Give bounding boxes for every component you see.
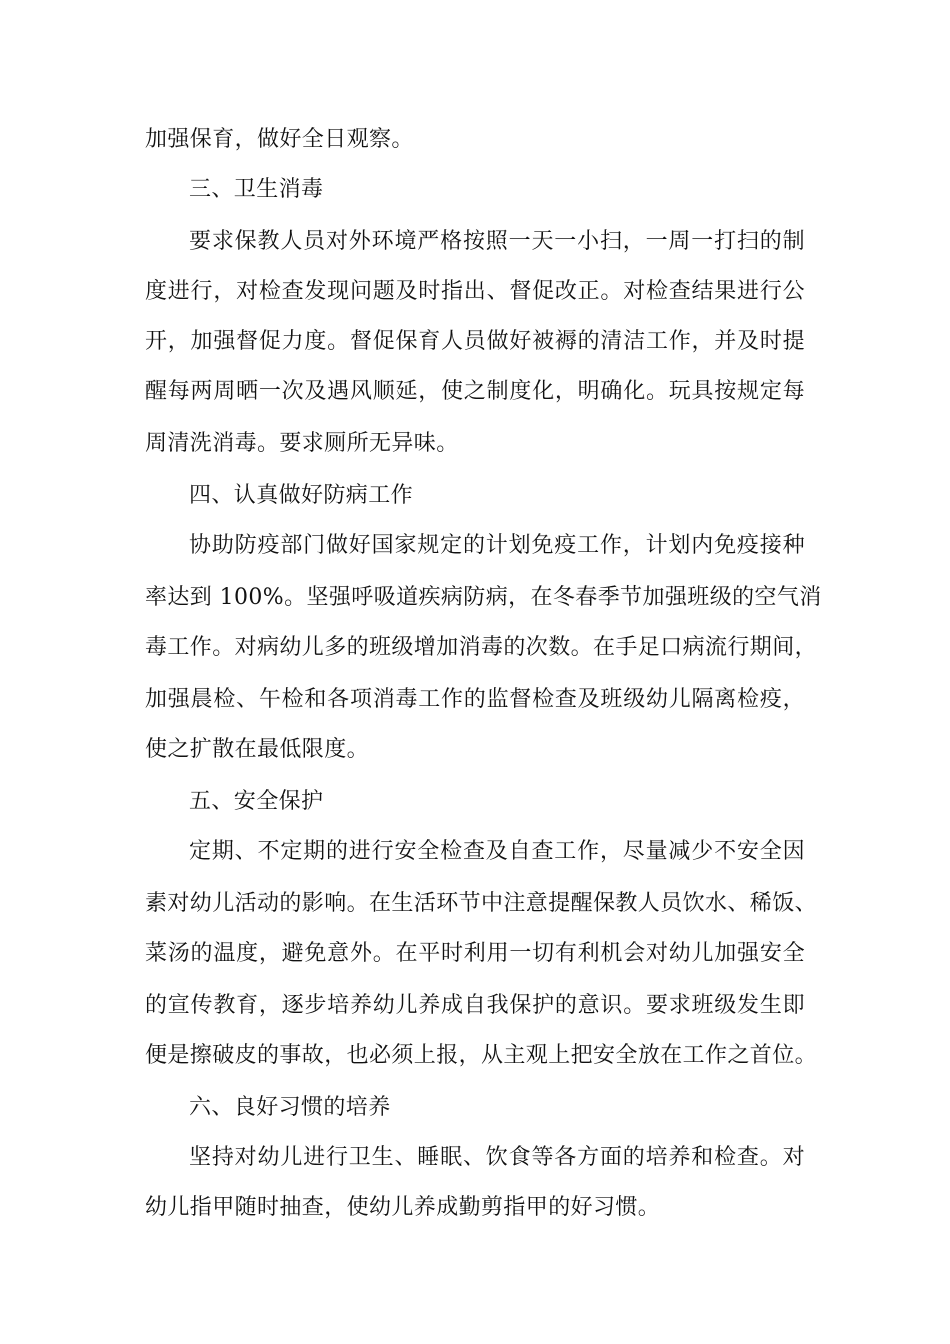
paragraph-line: 幼儿指甲随时抽查，使幼儿养成勤剪指甲的好习惯。 [145, 1195, 661, 1220]
paragraph-line: 加强晨检、午检和各项消毒工作的监督检查及班级幼儿隔离检疫， [145, 687, 805, 712]
paragraph-line: 毒工作。对病幼儿多的班级增加消毒的次数。在手足口病流行期间， [145, 635, 818, 660]
paragraph-line: 菜汤的温度，避免意外。在平时利用一切有利机会对幼儿加强安全 [145, 941, 805, 966]
paragraph-line: 便是擦破皮的事故，也必须上报，从主观上把安全放在工作之首位。 [145, 1043, 818, 1068]
section-heading: 三、卫生消毒 [189, 177, 324, 202]
paragraph-line: 协助防疫部门做好国家规定的计划免疫工作，计划内免疫接种 [189, 533, 805, 558]
paragraph-line: 周清洗消毒。要求厕所无异味。 [145, 431, 459, 456]
paragraph-line: 素对幼儿活动的影响。在生活环节中注意提醒保教人员饮水、稀饭、 [145, 891, 818, 916]
paragraph-line: 度进行，对检查发现问题及时指出、督促改正。对检查结果进行公 [145, 279, 805, 304]
paragraph-line: 的宣传教育，逐步培养幼儿养成自我保护的意识。要求班级发生即 [145, 993, 805, 1018]
paragraph-line: 定期、不定期的进行安全检查及自查工作，尽量减少不安全因 [189, 839, 805, 864]
section-heading: 四、认真做好防病工作 [189, 483, 414, 508]
paragraph-line: 开，加强督促力度。督促保育人员做好被褥的清洁工作，并及时提 [145, 329, 805, 354]
paragraph-line: 加强保育，做好全日观察。 [145, 127, 414, 152]
paragraph-line: 率达到 100%。坚强呼吸道疾病防病，在冬春季节加强班级的空气消 [145, 585, 822, 610]
section-heading: 五、安全保护 [189, 789, 324, 814]
paragraph-line: 坚持对幼儿进行卫生、睡眠、饮食等各方面的培养和检查。对 [189, 1145, 805, 1170]
paragraph-line: 要求保教人员对外环境严格按照一天一小扫，一周一打扫的制 [189, 229, 805, 254]
paragraph-line: 醒每两周晒一次及遇风顺延，使之制度化，明确化。玩具按规定每 [145, 379, 805, 404]
paragraph-line: 使之扩散在最低限度。 [145, 737, 370, 762]
section-heading: 六、良好习惯的培养 [189, 1095, 391, 1120]
